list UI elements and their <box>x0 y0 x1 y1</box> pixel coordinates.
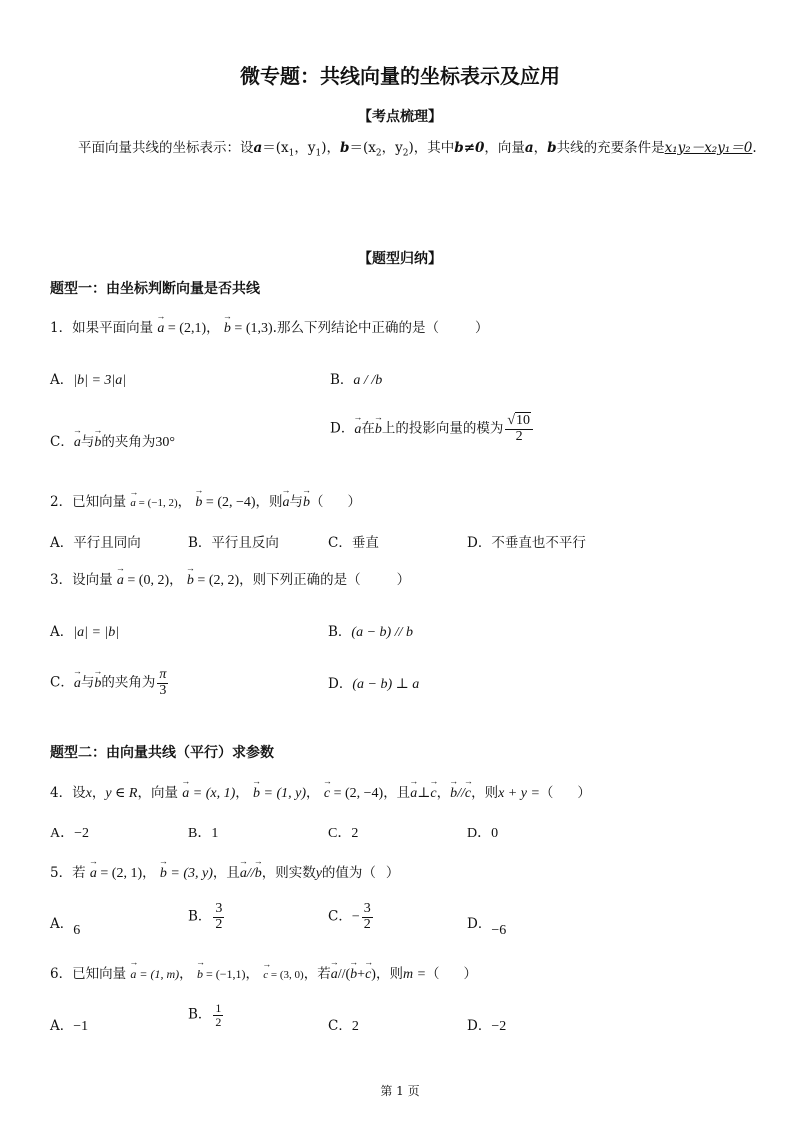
question-6 <box>50 962 477 983</box>
q3-option-c[interactable] <box>50 668 170 698</box>
q3-option-d-label: D． <box>328 676 353 692</box>
q3-sep: ， <box>169 572 183 588</box>
q6-option-c-text: 2 <box>351 1019 359 1034</box>
q5-cond: ，且 <box>212 865 240 881</box>
q6-option-a-text: −1 <box>73 1019 89 1034</box>
intro-b-rest: ，y <box>381 140 403 156</box>
q5-sep: ， <box>142 865 156 881</box>
q5-y: y <box>315 866 322 881</box>
q2-option-b[interactable]: B．平行且反向 <box>188 535 279 551</box>
category-2-heading: 题型二：由向量共线（平行）求参数 <box>50 745 274 761</box>
vector-b: → b <box>253 784 260 802</box>
question-3 <box>50 568 410 589</box>
q1-option-c-text2: 的夹角为 <box>101 434 156 450</box>
q1-option-d-denominator: 2 <box>515 428 523 444</box>
q3-option-d[interactable] <box>328 672 419 693</box>
q5-option-b-numerator: 3 <box>215 901 223 916</box>
q5-a-value: = (2, 1) <box>100 866 143 881</box>
q1-option-c-label: C． <box>50 434 74 450</box>
q4-paren-close: ） <box>577 785 591 801</box>
q6-cond: ，若 <box>303 966 331 982</box>
vector-b: → b <box>303 493 310 511</box>
section-review-heading: 【考点梳理】 <box>358 109 442 125</box>
category-1-heading: 题型一：由坐标判断向量是否共线 <box>50 281 260 297</box>
intro-mid: ，向量 <box>484 140 525 156</box>
q5-option-b-fraction <box>213 902 224 932</box>
q6-option-c[interactable] <box>328 1014 359 1035</box>
question-1 <box>50 316 488 337</box>
vector-a: → a <box>90 864 97 882</box>
q4-a-value: = (x, 1) <box>192 786 236 801</box>
intro-a-eq: ＝(x <box>262 140 289 156</box>
q2-b-value: = (2, −4) <box>205 495 256 510</box>
q5-tail1: ，则实数 <box>261 865 316 881</box>
question-2 <box>50 490 361 511</box>
q3-a-value: = (0, 2) <box>127 573 170 588</box>
intro-b-close: )，其中 <box>408 140 455 156</box>
q2-paren-open: （ <box>310 494 324 510</box>
q1-b-value: = (1,3) <box>234 321 273 336</box>
q6-paren-close: ） <box>463 966 478 982</box>
intro-b-eq: ＝(x <box>349 140 376 156</box>
q3-option-c-label: C． <box>50 674 74 691</box>
q1-option-d-label: D． <box>330 420 355 437</box>
q5-b-value: = (3, y) <box>170 866 213 881</box>
vector-b: → b <box>375 420 382 438</box>
q4-option-b[interactable]: B．1 <box>188 826 219 841</box>
vector-a: → a <box>74 674 81 692</box>
q6-parallel: //( <box>337 967 351 982</box>
q1-option-b-label: B． <box>330 372 354 388</box>
vector-b: → b <box>94 674 101 692</box>
q1-stem: 1．如果平面向量 <box>50 320 154 336</box>
q1-option-b-text: a / /b <box>353 373 383 388</box>
q4-then: ，则 <box>471 785 499 801</box>
intro-b-nonzero: b≠0 <box>454 140 485 156</box>
intro-a2: a <box>524 140 534 156</box>
q6-option-c-label: C． <box>328 1018 352 1034</box>
q6-option-b[interactable] <box>188 1002 225 1028</box>
q6-stem: 6．已知向量 <box>50 966 127 982</box>
q2-paren-close: ） <box>347 494 362 510</box>
q4-sep: ， <box>436 785 451 801</box>
q1-option-c-angle: 30° <box>155 435 175 450</box>
intro-period: . <box>752 140 757 156</box>
vector-a: → a <box>240 864 247 882</box>
q2-option-a[interactable]: A．平行且同向 <box>50 535 141 551</box>
q6-plus: + <box>357 967 366 982</box>
q3-option-b-label: B． <box>328 624 352 640</box>
vector-b: → b <box>195 493 202 511</box>
q5-tail2: 的值为（ <box>321 865 376 881</box>
intro-condition: x₁y₂－x₂y₁＝0 <box>664 140 753 156</box>
q3-tail: ，则下列正确的是（ <box>239 572 361 588</box>
q3-option-c-text1: 与 <box>80 674 95 691</box>
q3-option-c-denominator: 3 <box>159 682 167 698</box>
page-number: 第 1 页 <box>380 1084 420 1098</box>
q4-sep: ， <box>91 785 106 801</box>
intro-b2: b <box>547 140 557 156</box>
vector-c: → c <box>365 965 371 983</box>
q3-close: ） <box>396 572 411 588</box>
q1-option-d-numerator: 10 <box>516 413 531 428</box>
q6-option-d-text: −2 <box>491 1019 507 1034</box>
q3-option-d-text: (a − b) ⊥ a <box>352 677 420 692</box>
vector-c: → c <box>465 784 471 802</box>
q1-a-value: = (2,1) <box>167 321 207 336</box>
q5-option-a-label: A． <box>50 916 74 932</box>
q1-option-c[interactable] <box>50 430 175 451</box>
vector-b: → b <box>187 571 194 589</box>
q1-option-d-fraction: $\frac{√10}{2}$ <box>505 414 533 444</box>
vector-a: → a <box>130 965 136 982</box>
q6-m: m = <box>402 967 427 982</box>
q2-a-value: = (−1, 2) <box>138 497 178 509</box>
q4-paren-open: （ <box>539 785 554 801</box>
q6-option-b-label: B． <box>188 1006 212 1023</box>
q4-y-in-r: y ∈ R <box>105 786 138 801</box>
q1-option-a-label: A． <box>50 372 74 388</box>
q2-tail2: 与 <box>289 494 304 510</box>
q6-option-b-numerator: 1 <box>215 1001 222 1015</box>
q6-a-value: = (1, m) <box>139 967 180 981</box>
q6-then: ，则 <box>375 966 403 982</box>
q3-option-c-text2: 的夹角为 <box>101 674 156 691</box>
q6-c-value: = (3, 0) <box>270 969 304 981</box>
q5-option-b-label: B． <box>188 908 212 925</box>
q4-cond: ，且 <box>383 785 411 801</box>
q5-option-c-numerator: 3 <box>363 901 371 916</box>
intro-a: a <box>253 140 263 156</box>
q6-sep: ， <box>179 966 193 982</box>
intro-prefix: 平面向量共线的坐标表示：设 <box>78 140 254 156</box>
vector-a: → a <box>130 495 136 509</box>
q2-option-c[interactable]: C．垂直 <box>328 535 379 551</box>
q5-option-d-label: D． <box>467 916 492 932</box>
q6-option-b-denominator: 2 <box>215 1014 222 1029</box>
q6-paren-open: （ <box>426 966 440 982</box>
vector-b: → b <box>197 965 203 982</box>
vector-a: → a <box>354 420 361 438</box>
q5-option-c-fraction <box>362 902 373 932</box>
q1-option-c-text1: 与 <box>80 434 95 450</box>
intro-comma: ， <box>533 140 548 156</box>
q4-sep: ， <box>306 785 320 801</box>
q5-close: ） <box>385 865 400 881</box>
q5-stem: 5．若 <box>50 865 86 881</box>
q6-rparen: ) <box>371 967 376 982</box>
vector-c: → c <box>324 784 330 802</box>
intro-paragraph: 平面向量共线的坐标表示：设$a=(x_1$，$y_1$)，$b=(x_2$，$y_2$)，其中b≠0，向量a，b共线的充要条件是x₁y₂－x₂y₁＝0. <box>78 140 757 159</box>
q1-option-d[interactable] <box>330 414 535 444</box>
q3-option-a-label: A． <box>50 624 74 640</box>
vector-b: → b <box>450 784 457 802</box>
q2-stem: 2．已知向量 <box>50 494 127 510</box>
q1-option-a-text: |b| = 3|a| <box>73 373 127 388</box>
q5-option-a[interactable] <box>50 912 81 938</box>
question-4 <box>50 781 591 802</box>
q4-x: x <box>85 786 92 801</box>
q2-sep: ， <box>177 494 192 510</box>
vector-a: → a <box>117 571 124 589</box>
q5-option-b-denominator: 2 <box>215 916 223 932</box>
q4-b-value: = (1, y) <box>263 786 307 801</box>
q4-parallel: // <box>457 786 465 801</box>
q4-sep: ， <box>235 785 249 801</box>
q5-parallel: // <box>246 866 255 881</box>
vector-b: → b <box>160 864 167 882</box>
q6-b-value: = (−1,1) <box>205 967 246 981</box>
vector-b: → b <box>350 965 357 983</box>
q6-option-a-label: A． <box>50 1018 74 1034</box>
q3-option-b[interactable] <box>328 620 413 641</box>
vector-a: → a <box>410 784 417 802</box>
q3-option-a-text: |a| = |b| <box>73 625 120 640</box>
q1-close: ） <box>474 320 489 336</box>
q6-option-a[interactable] <box>50 1014 88 1035</box>
question-5 <box>50 861 399 882</box>
q3-b-value: = (2, 2) <box>197 573 240 588</box>
q5-option-c-label: C． <box>328 908 352 925</box>
q5-option-b[interactable] <box>188 902 226 932</box>
q1-tail: .那么下列结论中正确的是（ <box>272 320 439 336</box>
q1-option-d-text2: 上的投影向量的模为 <box>381 420 504 437</box>
intro-a-rest: ，y <box>294 140 316 156</box>
q6-sep: ， <box>245 966 259 982</box>
vector-c: → c <box>263 967 268 981</box>
q4-expression: x + y = <box>498 786 540 801</box>
q5-option-d[interactable] <box>467 912 507 938</box>
q3-stem: 3．设向量 <box>50 572 113 588</box>
q2-tail1: ，则 <box>255 494 283 510</box>
q5-option-c-denominator: 2 <box>363 916 371 932</box>
q1-sep: ， <box>206 320 220 336</box>
q5-option-c-sign: − <box>351 909 360 925</box>
intro-suffix: 共线的充要条件是 <box>556 140 665 156</box>
q3-option-b-text: (a − b) // b <box>351 625 413 640</box>
q2-option-d[interactable]: D．不垂直也不平行 <box>467 535 586 551</box>
vector-b: → b <box>255 864 262 882</box>
q1-option-a[interactable] <box>50 368 126 389</box>
page-title: 微专题：共线向量的坐标表示及应用 <box>240 64 560 88</box>
q6-option-b-fraction <box>213 1002 223 1028</box>
q1-option-d-text1: 在 <box>361 420 375 437</box>
q3-option-a[interactable] <box>50 620 119 641</box>
q3-option-c-fraction <box>157 668 168 698</box>
vector-a: → a <box>74 433 81 451</box>
intro-a-close: )， <box>321 140 341 156</box>
vector-a: → a <box>157 319 164 337</box>
q6-option-d[interactable] <box>467 1014 506 1035</box>
q4-c-value: = (2, −4) <box>333 786 384 801</box>
q5-option-c[interactable] <box>328 902 375 932</box>
q4-option-a[interactable]: A．−2 <box>50 826 90 841</box>
q6-option-d-label: D． <box>467 1018 492 1034</box>
q5-option-a-text: 6 <box>73 923 81 938</box>
q1-option-b[interactable] <box>330 368 382 389</box>
vector-a: → a <box>182 784 189 802</box>
q4-mid: ，向量 <box>137 785 178 801</box>
vector-c: → c <box>430 784 436 802</box>
q5-option-d-text: −6 <box>491 923 507 938</box>
q3-option-c-numerator: π <box>159 667 167 682</box>
section-types-heading: 【题型归纳】 <box>358 251 442 267</box>
q4-stem: 4．设 <box>50 785 86 801</box>
q4-perp: ⊥ <box>417 786 431 801</box>
intro-b: b <box>340 140 350 156</box>
vector-a: → a <box>331 965 338 983</box>
vector-a: → a <box>283 493 290 511</box>
q4-option-d[interactable]: D．0 <box>467 826 499 841</box>
q4-option-c[interactable]: C．2 <box>328 826 359 841</box>
vector-b: → b <box>224 319 231 337</box>
vector-b: → b <box>94 433 101 451</box>
